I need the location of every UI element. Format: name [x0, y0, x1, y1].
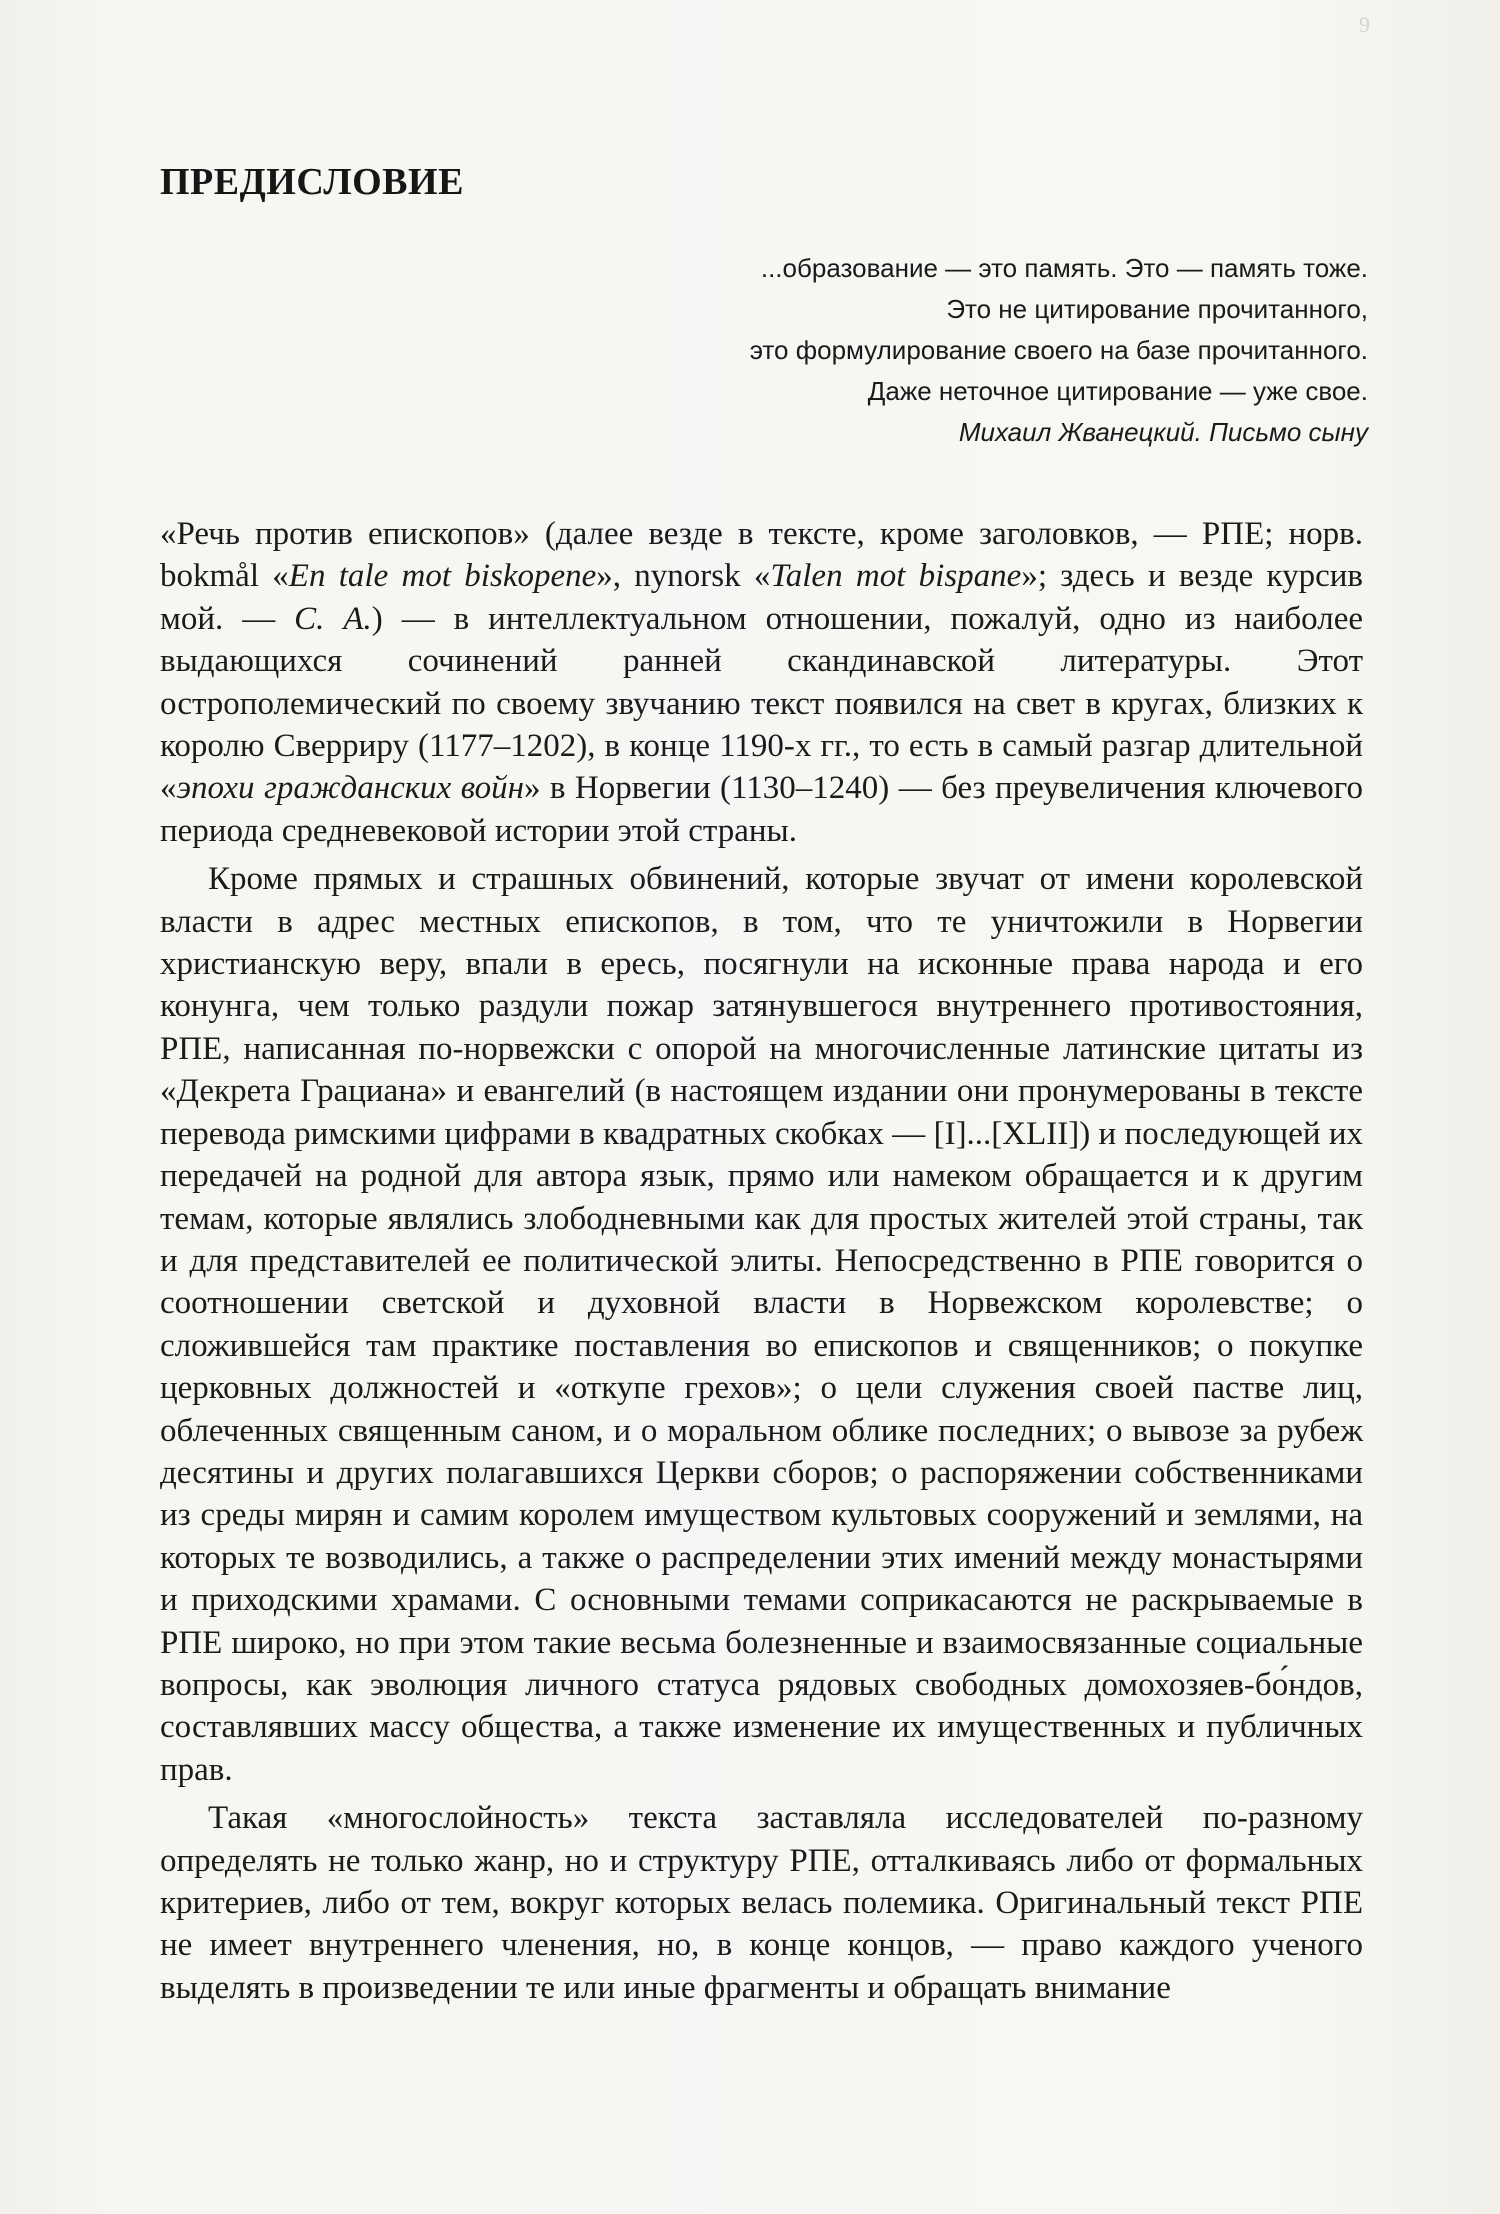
epigraph-attribution: Михаил Жванецкий. Письмо сыну: [958, 417, 1368, 447]
epigraph-line: Даже неточное цитирование — уже свое.: [867, 376, 1368, 406]
epigraph-line: Это не цитирование прочитанного,: [946, 294, 1368, 324]
page-number: 9: [1359, 12, 1370, 37]
paragraph-text: »; здесь и везде курсив мой. —: [160, 558, 1363, 637]
body-text: [160, 513, 1363, 2009]
paragraph-2: Кроме прямых и страшных обвинений, которые звучат от имени королевской власти в адрес местных епископов, в том, что те уничтожили в Норвегии христианскую веру, впали в ересь, посягнули на исконные права народа и его конунга, чем только раздули пожар затянувшегося внутреннего противостояния, РПЕ, написанная по-норвежски с опорой на многочисленные латинские цитаты из «Декрета Грациана» и евангелий (в настоящем издании они пронумерованы в тексте перевода римскими цифрами в квадратных скобках — [I]...[XLII]) и последующей их передачей на родной для автора язык, прямо или намеком обращается и к другим темам, которые являлись злободневными как для простых жителей этой страны, так и для представителей ее политической элиты. Непосредственно в РПЕ говорится о соотношении светской и духовной власти в Норвежском королевстве; о сложившейся там практике поставления во епископов и священников; о покупке церковных должностей и «откупе грехов»; о цели служения своей пастве лиц, облеченных священным саном, и о моральном облике последних; о вывозе за рубеж десятины и других полагавшихся Церкви сборов; о распоряжении собственниками из среды мирян и самим королем имуществом культовых сооружений и землями, на которых те возводились, а также о распределении этих имений между монастырями и приходскими храмами. С основными темами соприкасаются не раскрываемые в РПЕ широко, но при этом такие весьма болезненные и взаимосвязанные социальные вопросы, как эволюция личного статуса рядовых свободных домохозяев-бо́ндов, составлявших массу общества, а также изменение их имущественных и публичных прав.: [160, 861, 1363, 1788]
italic-title-bokmal: En tale mot biskopene: [288, 558, 597, 595]
italic-era-name: эпохи гражданских войн: [176, 770, 524, 807]
epigraph: [560, 248, 1368, 453]
paragraph-text: «Речь против епископов» (далее везде в тексте, кроме заголовков, — РПЕ; норв. bokmål «: [160, 516, 1363, 595]
italic-title-nynorsk: Talen mot bispane: [770, 558, 1022, 595]
paragraph-text: », nynorsk «: [596, 558, 771, 595]
chapter-heading: ПРЕДИСЛОВИЕ: [160, 161, 464, 203]
italic-initials: С. А.: [294, 600, 372, 637]
paragraph-text: ) — в интеллектуальном отношении, пожалуй, одно из наиболее выдающихся сочинений ранней скандинавской литературы. Этот острополемический по своему звучанию текст появился на свет в кругах, близких к королю Сверриру (1177–1202), в конце 1190-х гг., то есть в самый разгар длительной «: [160, 600, 1363, 807]
epigraph-line: ...образование — это память. Это — память тоже.: [760, 253, 1368, 283]
paragraph-3: Такая «многослойность» текста заставляла исследователей по-разному определять не только жанр, но и структуру РПЕ, отталкиваясь либо от формальных критериев, либо от тем, вокруг которых велась полемика. Оригинальный текст РПЕ не имеет внутреннего членения, но, в конце концов, — право каждого ученого выделять в произведении те или иные фрагменты и обращать внимание: [160, 1800, 1363, 2006]
epigraph-line: это формулирование своего на базе прочитанного.: [749, 335, 1368, 365]
paragraph-text: » в Норвегии (1130–1240) — без преувеличения ключевого периода средневековой истории этой страны.: [160, 770, 1363, 849]
paragraph-1: [160, 513, 1363, 852]
